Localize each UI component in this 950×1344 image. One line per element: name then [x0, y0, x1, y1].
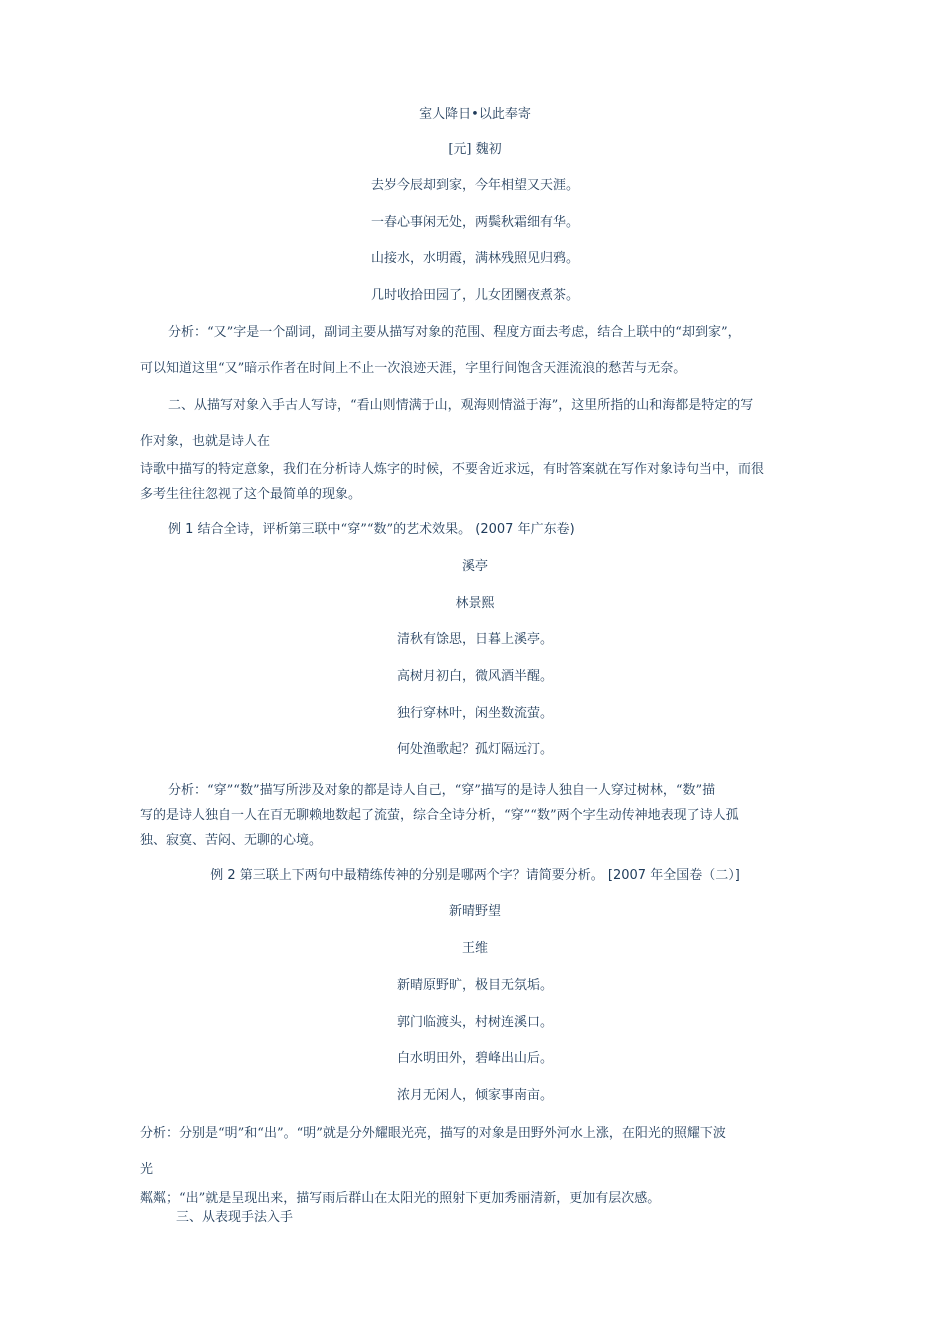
poem1-line-2: 一春心事闲无处，两鬓秋霜细有华。 [370, 215, 579, 230]
example2-prompt [0, 867, 950, 885]
section2-line-4: 多考生往往忽视了这个最简单的现象。 [140, 487, 362, 502]
analysis1-line-1: 分析：“又”字是一个副词，副词主要从描写对象的范围、程度方面去考虑，结合上联中的“却到家”， [168, 325, 741, 340]
section2-line-1: 二、从描写对象入手古人写诗，“看山则情满于山，观海则情溢于海”，这里所指的山和海都是特定的写 [168, 398, 754, 413]
example1-number: 1 [185, 522, 194, 537]
poem3-line-2: 郭门临渡头，村树连溪口。 [396, 1015, 553, 1030]
analysis2-line-2: 写的是诗人独自一人在百无聊赖地数起了流萤，综合全诗分析，“穿”“数”两个字生动传神地表现了诗人孤 [140, 808, 739, 823]
analysis2-line-3: 独、寂寞、苦闷、无聊的心境。 [140, 833, 323, 848]
poem2-line-1: 清秋有馀思，日暮上溪亭。 [396, 632, 553, 647]
poem1-line-4: 几时收拾田园了，儿女团圞夜煮茶。 [370, 288, 579, 303]
poem1-author: [元] 魏初 [448, 142, 502, 157]
example2-question: 第三联上下两句中最精练传神的分别是哪两个字？请简要分析。 [235, 868, 604, 883]
example1-prefix: 例 [168, 522, 186, 537]
poem3-author: 王维 [461, 941, 488, 956]
poem1-line-3: 山接水，水明霞，满林残照见归鸦。 [370, 251, 579, 266]
poem3-title: 新晴野望 [448, 904, 501, 919]
example1-prompt [168, 521, 575, 539]
poem2-author: 林景熙 [455, 596, 495, 611]
poem1-title: 室人降日•以此奉寄 [419, 107, 531, 122]
poem2-line-2: 高树月初白，微风酒半醒。 [396, 669, 553, 684]
poem2-line-4: 何处渔歌起？孤灯隔远汀。 [396, 742, 553, 757]
example1-question: 结合全诗，评析第三联中“穿”“数”的艺术效果。 [193, 522, 472, 537]
poem2-title: 溪亭 [461, 559, 488, 574]
poem2-line-3: 独行穿林叶，闲坐数流萤。 [396, 706, 553, 721]
analysis3-line-1: 分析：分别是“明”和“出”。“明”就是分外耀眼光亮，描写的对象是田野外河水上涨，在阳光的照耀下波 [140, 1126, 726, 1141]
example1-source: (2007 年广东卷) [475, 522, 575, 537]
poem1-line-1: 去岁今辰却到家，今年相望又天涯。 [370, 178, 579, 193]
example2-prefix: 例 [210, 868, 228, 883]
poem3-line-3: 白水明田外，碧峰出山后。 [396, 1051, 553, 1066]
section3-heading: 三、从表现手法入手 [176, 1210, 294, 1225]
section2-line-2: 作对象，也就是诗人在 [140, 434, 271, 449]
poem3-line-4: 浓月无闲人，倾家事南亩。 [396, 1088, 553, 1103]
example2-source: [2007 年全国卷（二）] [607, 868, 740, 883]
poem3-line-1: 新晴原野旷，极目无氛垢。 [396, 978, 553, 993]
analysis3-line-2: 光 [140, 1162, 154, 1177]
section2-line-3: 诗歌中描写的特定意象，我们在分析诗人炼字的时候，不要舍近求远，有时答案就在写作对象诗句当中，而很 [140, 462, 765, 477]
analysis3-line-3: 粼粼；“出”就是呈现出来，描写雨后群山在太阳光的照射下更加秀丽清新，更加有层次感。 [140, 1191, 661, 1206]
example2-number: 2 [227, 868, 236, 883]
analysis1-line-2: 可以知道这里“又”暗示作者在时间上不止一次浪迹天涯，字里行间饱含天涯流浪的愁苦与无奈。 [140, 361, 687, 376]
analysis2-line-1: 分析：“穿”“数”描写所涉及对象的都是诗人自己，“穿”描写的是诗人独自一人穿过树林，“数”描 [168, 783, 716, 798]
